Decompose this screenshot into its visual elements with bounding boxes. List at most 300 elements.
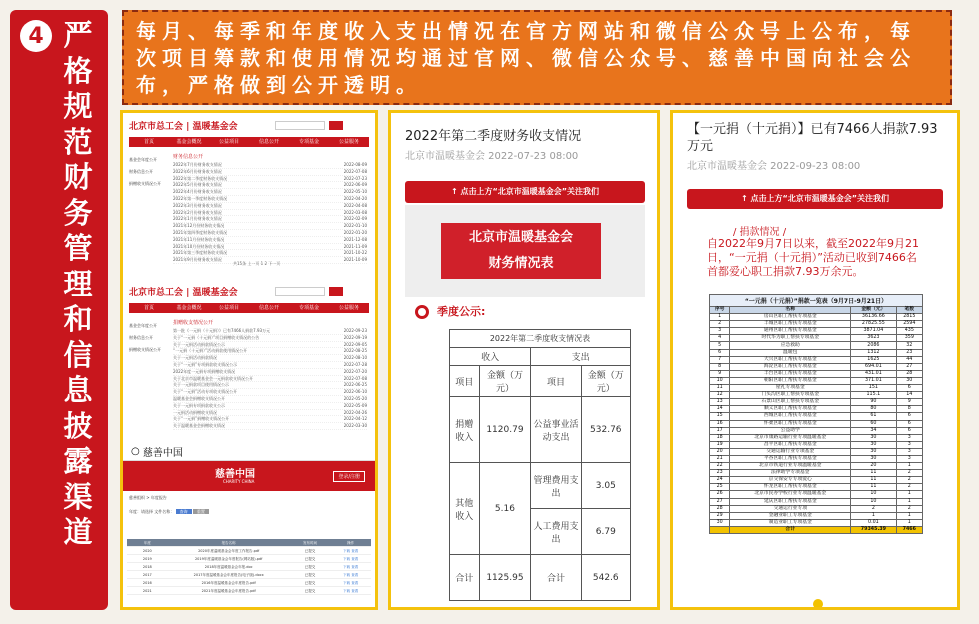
cell: 90 (851, 399, 896, 406)
list-item[interactable] (173, 335, 367, 342)
list-item-title: 2022年4月份财务收支情况 (173, 189, 222, 195)
cell: 丰城区职工帮扶专项基金 (730, 321, 851, 328)
site-left-menu (129, 323, 169, 359)
donation-list (173, 319, 367, 430)
cell: 20 (851, 463, 896, 470)
cell: 79345.39 (851, 526, 896, 533)
list-item-date: 2022-04-08 (343, 202, 367, 208)
charity-filter: 年度：请选择 文件名称： 查询 重置 (123, 505, 375, 519)
report-table (127, 539, 371, 595)
left-menu-item[interactable]: 捐赠收支情况公开 (129, 347, 161, 352)
cell: 1 (896, 498, 922, 505)
cell: 3 (896, 448, 922, 455)
cell: 1 (851, 512, 896, 519)
header-cell: 序号 (710, 307, 730, 314)
cell: 昌平区职工帮扶专项基金 (730, 441, 851, 448)
list-item-date: 2022-09-23 (343, 328, 367, 333)
table-row (127, 547, 371, 555)
table-row (127, 587, 371, 595)
cell: 3871.04 (851, 328, 896, 335)
table-row (710, 321, 923, 328)
list-item-date: 2022-09-19 (343, 334, 367, 340)
cell: 2016 (142, 581, 152, 585)
cell: 7466 (896, 526, 922, 533)
article-meta: 北京市温暖基金会 2022-09-23 08:00 (687, 161, 861, 172)
cell: 通州区职工帮扶专项基金 (730, 328, 851, 335)
cell: 1 (896, 512, 922, 519)
cell: 151 (851, 385, 896, 392)
header-cell: 年度 (143, 541, 151, 545)
table-header (127, 539, 371, 547)
list-item-title: 温暖基金会捐赠收支情况公开 (173, 395, 225, 401)
cell: 已提交 (304, 589, 316, 593)
cell: 已提交 (304, 565, 316, 569)
cell: 27 (710, 498, 730, 505)
header-cell: 报告名称 (221, 541, 236, 545)
list-item[interactable] (173, 230, 367, 237)
list-item[interactable] (173, 328, 367, 335)
site-nav (129, 137, 369, 147)
article-meta: 北京市温暖基金会 2022-07-23 08:00 (405, 151, 579, 162)
cell: 石景山区职工帮扶专项基金 (730, 399, 851, 406)
list-item-title: 2021年12月份财务收支情况 (173, 223, 225, 229)
cell: 时代华为职工帮扶专项基金 (730, 335, 851, 342)
cell: 丰台区职工帮扶专项基金 (730, 370, 851, 377)
cell: 顺义区职工帮扶专项基金 (730, 406, 851, 413)
table-row (710, 427, 923, 434)
cell: 2021年度温暖基金会年度报告.pdf (201, 589, 256, 593)
list-item-date: 2022-08-25 (343, 348, 367, 354)
cell: 12 (710, 392, 730, 399)
cell: 北京市康路运输行业专项温暖基金 (730, 434, 851, 441)
list-item-date: 2022-04-20 (343, 195, 367, 201)
table-row (710, 363, 923, 370)
cell: 22 (710, 463, 730, 470)
list-item-date: 2021-10-09 (343, 257, 367, 263)
cell: 6 (710, 349, 730, 356)
list-item-date: 2022-04-12 (343, 416, 367, 422)
donation-table: “一元捐（十元捐）”捐款一览表（9月7日-9月21日） 序号 名称 金额（元） 笔数 1 房山区职工帮扶专项基金 36136.66 2815 2 丰城区职工帮扶专项基金 27825.55 2594 3 通州区职工帮扶专项基金 3871.04 435 4 时代华为职工帮扶专项基金 3623 359 5 应急救助 2086 32 6 温暖包 1312 23 7 大兴区职工帮扶专项基金 1625 44 8 海淀区职工帮扶专项基金 694.01 27 9 丰台区职工帮扶专项基金 431.01 28 10 朝阳区职工帮扶专项基金 371.01 30 11 屋礼专项基金 151 6 12 门头沟区职工帮扶专项基金 115.1 14 13 石景山区职工帮扶专项基金 90 9 14 顺义区职工帮扶专项基金 80 8 15 西城区职工帮扶专项基金 61 6 16 怀柔区职工帮扶专项基金 60 6 17 公益助学 34 6 18 北京市康路运输行业专项温暖基金 30 3 19 昌平区职工帮扶专项基金 30 3 20 交通运输行业专项基金 30 3 21 平谷区职工帮扶专项基金 30 3 22 北京市铁道行业专项温暖基金 20 1 23 法律助学专项基金 11 2 24 京交保安专专项爱心 11 2 25 怀龙区职工帮扶专项基金 11 2 26 北京市民办学校行业专项温暖基金 10 1 27 延庆区职工帮扶专项基金 10 1 28 交通运行业专项 2 2 29 金融业职工专项基金 1 1 30 制造业职工专项基金 0.01 1 合计 79345.39 7466 (709, 294, 923, 534)
cell[interactable]: 下载 查看 (343, 565, 359, 569)
list-item-title: 2022年3月份财务收支情况 (173, 202, 222, 208)
list-item-title: 2022年7月份财务收支情况 (173, 162, 222, 167)
table-row (710, 463, 923, 470)
left-menu-item[interactable]: 基金会年度公开 (129, 323, 157, 328)
header-cell: 名称 (730, 307, 851, 314)
list-item[interactable] (173, 223, 367, 230)
cell: 1 (710, 314, 730, 321)
table-row (710, 491, 923, 498)
cell: 2019 (142, 557, 152, 561)
cell: 2 (851, 505, 896, 512)
cell[interactable]: 下载 查看 (343, 581, 359, 585)
section-label: 季度公示: (437, 305, 486, 318)
cell: 温暖包 (730, 349, 851, 356)
section-sidebar (10, 10, 108, 610)
table-row (710, 328, 923, 335)
list-item[interactable] (173, 169, 367, 176)
cell: 20 (710, 448, 730, 455)
list-item-title: 关于一元捐专项捐款收支公示 (173, 402, 225, 408)
query-button[interactable]: 查询 (176, 509, 192, 514)
cell: 2 (896, 505, 922, 512)
quarterly-table: 2022年第二季度收支情况表 收入 支出 项目 金额（万元） 项目 金额（万元） 捐赠收入 1120.79 公益事业活动支出 532.76 其他收入 5.16 管理费用支出 3.05 人工费用支出 6.79 合计 1125.95 合计 542.6 (449, 329, 631, 601)
list-item-title: 关于温暖基金会捐赠收支情况 (173, 423, 225, 429)
table-row (710, 519, 923, 526)
list-item-date: 2022-09-05 (343, 341, 367, 347)
list-item-title: 2022年2月份财务收支情况 (173, 209, 222, 215)
list-item-date: 2022-01-20 (343, 229, 367, 235)
list-item-title: 关于“一元捐（十元捐）”项目捐赠收支情况的公告 (173, 334, 260, 340)
table-row (710, 335, 923, 342)
list-item-date: 2022-05-20 (343, 395, 367, 401)
table-row (710, 385, 923, 392)
cell: 115.1 (851, 392, 896, 399)
cell: 2018年度温暖基金会年报.doc (204, 565, 253, 569)
left-menu-item[interactable]: 捐赠收支情况公开 (129, 181, 161, 186)
section-title: 严格规范财务管理和信息披露渠道 (63, 18, 93, 549)
table-row (710, 377, 923, 384)
cell: 3 (896, 441, 922, 448)
cell: 28 (710, 505, 730, 512)
list-item[interactable] (173, 423, 367, 430)
table-row (127, 579, 371, 587)
cell: 2815 (896, 314, 922, 321)
nav-item[interactable]: 公益项目 (218, 139, 239, 145)
list-item[interactable] (173, 389, 367, 396)
charity-china-page (123, 443, 375, 610)
cell: 11 (710, 385, 730, 392)
nav-item[interactable]: 首页 (143, 305, 154, 311)
table-row (710, 420, 923, 427)
cell: 延庆区职工帮扶专项基金 (730, 498, 851, 505)
table-row (710, 484, 923, 491)
article-title: 【一元捐（十元捐）】已有7466人捐款7.93万元 (687, 122, 938, 154)
cell: 2594 (896, 321, 922, 328)
site-search-button[interactable] (329, 121, 343, 130)
site-logo: 北京市总工会 | 温暖基金会 (129, 122, 238, 132)
website-donation-page (123, 279, 375, 459)
donate-text: 自2022年9月7日以来，截至2022年9月21日，“一元捐（十元捐）”活动已收到7466名首都爱心职工捐款7.93万余元。 (707, 237, 919, 278)
follow-button[interactable]: ↑ 点击上方“北京市温暖基金会”关注我们 (687, 189, 943, 209)
list-item-date: 2022-05-09 (343, 402, 367, 408)
login-button[interactable]: 登录/注册 (333, 471, 365, 482)
cell: 27825.55 (851, 321, 896, 328)
cell: 30 (896, 377, 922, 384)
list-item[interactable] (173, 196, 367, 203)
cell: 合计 (730, 526, 851, 533)
list-item-title: 关于一元捐活动捐款情况 (173, 355, 217, 361)
table-row (710, 349, 923, 356)
follow-button[interactable]: ↑ 点击上方“北京市温暖基金会”关注我们 (405, 181, 645, 203)
cell[interactable]: 下载 查看 (343, 549, 359, 553)
cell: 24 (710, 477, 730, 484)
section-number: 4 (20, 20, 52, 52)
cell: 6 (896, 413, 922, 420)
cell: 朝阳区职工帮扶专项基金 (730, 377, 851, 384)
site-search-input[interactable] (275, 121, 325, 130)
list-item[interactable] (173, 403, 367, 410)
cell: 已提交 (304, 581, 316, 585)
nav-item[interactable]: 信息公开 (258, 305, 279, 311)
list-item[interactable] (173, 396, 367, 403)
table-row (710, 399, 923, 406)
cell: 0.01 (851, 519, 896, 526)
table-row (710, 356, 923, 363)
cell[interactable]: 下载 查看 (343, 589, 359, 593)
cell: 60 (851, 420, 896, 427)
reset-button[interactable]: 重置 (193, 509, 209, 514)
cell: 13 (710, 399, 730, 406)
table-row (710, 314, 923, 321)
nav-item[interactable]: 信息公开 (258, 139, 279, 145)
cell: 6 (896, 420, 922, 427)
list-item-date: 2022-07-20 (343, 368, 367, 374)
cell: 32 (896, 342, 922, 349)
cell: 694.01 (851, 363, 896, 370)
cell: 3 (710, 328, 730, 335)
cell: 大兴区职工帮扶专项基金 (730, 356, 851, 363)
cell: 法律助学专项基金 (730, 470, 851, 477)
cell: 80 (851, 406, 896, 413)
list-item[interactable] (173, 203, 367, 210)
cell: 4 (710, 335, 730, 342)
cell: 海淀区职工帮扶专项基金 (730, 363, 851, 370)
cell: 431.01 (851, 370, 896, 377)
cell: 已提交 (304, 557, 316, 561)
list-item-title: 2021年11月份财务收支情况 (173, 236, 225, 242)
cell: 61 (851, 413, 896, 420)
cell: 18 (710, 434, 730, 441)
cell: 14 (710, 406, 730, 413)
cell: 2021 (142, 589, 152, 593)
nav-item[interactable]: 公益项目 (218, 305, 239, 311)
list-item-title: 关于北京市温暖基金会一元捐款收支情况公开 (173, 375, 253, 381)
donate-heading: / 捐款情况 / (733, 227, 787, 238)
cell: 8 (710, 363, 730, 370)
list-item-date: 2022-07-23 (343, 175, 367, 181)
cell: 2016年度温暖基金会年度报告.pdf (201, 581, 256, 585)
cell: 15 (710, 413, 730, 420)
nav-item[interactable]: 首页 (143, 139, 154, 145)
cell: 30 (710, 519, 730, 526)
section-icon (415, 305, 429, 319)
site-left-menu (129, 157, 169, 193)
banner-text: 每月、每季和年度收入支出情况在官方网站和微信公众号上公布，每次项目筹款和使用情况均通过官网、微信公众号、慈善中国向社会公布，严格做到公开透明。 (136, 19, 916, 97)
cell: 1 (896, 463, 922, 470)
cell: 房山区职工帮扶专项基金 (730, 314, 851, 321)
list-item-title: 关于“一元捐”活动专项收支情况公开 (173, 389, 238, 395)
cell: 371.01 (851, 377, 896, 384)
cell: 2020年度温暖基金会年度工作报告.pdf (198, 549, 260, 553)
search-icon: ○ (131, 446, 143, 457)
left-menu-item[interactable]: 基金会年度公开 (129, 157, 157, 162)
cell: 屋礼专项基金 (730, 385, 851, 392)
list-item[interactable] (173, 162, 367, 169)
cell: 交通运行业专项 (730, 505, 851, 512)
site-logo: 北京市总工会 | 温暖基金会 (129, 288, 238, 298)
cell: 19 (710, 441, 730, 448)
cell: 5 (710, 342, 730, 349)
list-item-date: 2021-12-08 (343, 236, 367, 242)
cell: 3623 (851, 335, 896, 342)
list-item-title: 2022年第二季度财务收支情况 (173, 175, 228, 181)
cell: 6 (896, 427, 922, 434)
left-menu-item[interactable]: 财务信息公开 (129, 335, 153, 340)
list-item-title: 关于“一元捐”捐赠收支情况公开 (173, 416, 230, 422)
cell: 已提交 (304, 573, 316, 577)
cell: 2 (896, 470, 922, 477)
nav-item[interactable]: 基金会概况 (176, 305, 202, 311)
cell: 10 (851, 498, 896, 505)
cell: 34 (851, 427, 896, 434)
cell: 2 (896, 477, 922, 484)
cell: 7 (710, 356, 730, 363)
header-cell: 操作 (347, 541, 355, 545)
ribbon: 北京市温暖基金会 财务情况表 (441, 223, 601, 279)
header-cell: 笔数 (896, 307, 922, 314)
table-row (710, 392, 923, 399)
list-item-date: 2022-07-08 (343, 168, 367, 174)
table-row (127, 571, 371, 579)
cell: 1 (896, 519, 922, 526)
header-cell: 金额（元） (851, 307, 896, 314)
list-item-date: 2022-06-10 (343, 389, 367, 395)
table-row (710, 498, 923, 505)
list-item-date: 2022-03-30 (343, 423, 367, 429)
list-item-date: 2022-05-10 (343, 189, 367, 195)
cell[interactable]: 下载 查看 (343, 557, 359, 561)
cell: 11 (851, 484, 896, 491)
cell: 制造业职工专项基金 (730, 519, 851, 526)
list-item-date: 2022-08-10 (343, 355, 367, 361)
cell: 2 (896, 484, 922, 491)
cell: 435 (896, 328, 922, 335)
cell: 11 (851, 470, 896, 477)
cell: 北京市铁道行业专项温暖基金 (730, 463, 851, 470)
nav-item[interactable]: 专项基金 (298, 139, 319, 145)
list-item-title: 一元捐活动捐赠收支情况 (173, 409, 217, 415)
pagination[interactable]: 共15条 上一页 1 2 下一页 (233, 261, 281, 266)
charity-breadcrumb: 慈善组织 > 年度报告 (129, 495, 167, 500)
table-row (127, 555, 371, 563)
list-item-title: 2021年第三季度财务收支情况 (173, 250, 228, 256)
cell: 16 (710, 420, 730, 427)
finance-list (173, 153, 367, 264)
cell: 30 (851, 434, 896, 441)
table-row (127, 563, 371, 571)
cell: 门头沟区职工帮扶专项基金 (730, 392, 851, 399)
list-item-title: 2022年5月份财务收支情况 (173, 182, 222, 188)
cell: 北京市民办学校行业专项温暖基金 (730, 491, 851, 498)
cell: 公益助学 (730, 427, 851, 434)
cell: 27 (896, 363, 922, 370)
cell: 应急救助 (730, 342, 851, 349)
cell: 30 (851, 455, 896, 462)
left-menu-item[interactable]: 财务信息公开 (129, 169, 153, 174)
list-title: 财务信息公开 (173, 154, 204, 160)
list-item-date: 2022-07-08 (343, 375, 367, 381)
cell[interactable]: 下载 查看 (343, 573, 359, 577)
charity-search-bar[interactable]: ○ 慈善中国 (123, 443, 375, 461)
list-item-title: 关于一元捐款项目使用情况公示 (173, 382, 229, 388)
website-finance-page (123, 113, 375, 271)
list-item-title: 2021年10月份财务收支情况 (173, 243, 225, 249)
list-item[interactable] (173, 369, 367, 376)
cell: 25 (710, 484, 730, 491)
cell: 2 (710, 321, 730, 328)
list-item-date: 2022-04-26 (343, 409, 367, 415)
cell: 11 (851, 477, 896, 484)
site-search-input[interactable] (275, 287, 325, 296)
cell: 9 (896, 399, 922, 406)
nav-item[interactable]: 基金会概况 (176, 139, 202, 145)
cell: 17 (710, 427, 730, 434)
cell: 359 (896, 335, 922, 342)
list-item-date: 2022-06-25 (343, 382, 367, 388)
website-panel (120, 110, 378, 610)
nav-item[interactable]: 公益服务 (338, 305, 359, 311)
table-row (710, 455, 923, 462)
site-nav (129, 303, 369, 313)
cell: 10 (851, 491, 896, 498)
cell: 26 (710, 491, 730, 498)
coin-icon (813, 599, 823, 609)
list-item[interactable] (173, 355, 367, 362)
list-item-title: 2021年9月份财务收支情况 (173, 257, 222, 263)
list-item-title: 2022年度一元捐专项捐赠收支情况 (173, 368, 236, 374)
list-item[interactable] (173, 362, 367, 369)
cell: 2018 (142, 565, 152, 569)
nav-item[interactable]: 专项基金 (298, 305, 319, 311)
charity-logo-sub: CHARITY CHINA (223, 479, 255, 484)
cell: 1312 (851, 349, 896, 356)
list-item-date: 2021-10-22 (343, 250, 367, 256)
summary-banner (122, 10, 952, 105)
donation-article (670, 110, 960, 610)
table-row (710, 505, 923, 512)
site-search-button[interactable] (329, 287, 343, 296)
list-item-title: 2022年1月份财务收支情况 (173, 216, 222, 222)
list-item[interactable] (173, 189, 367, 196)
cell: 44 (896, 356, 922, 363)
table-row (710, 406, 923, 413)
cell: 已提交 (304, 549, 316, 553)
table-row (710, 441, 923, 448)
cell: 平谷区职工帮扶专项基金 (730, 455, 851, 462)
cell: 3 (896, 434, 922, 441)
cell: 23 (896, 349, 922, 356)
charity-header (123, 461, 375, 491)
total-row (710, 526, 923, 533)
cell (710, 526, 730, 533)
cell: 怀龙区职工帮扶专项基金 (730, 484, 851, 491)
article-title: 2022年第二季度财务收支情况 (405, 129, 582, 144)
list-item[interactable] (173, 237, 367, 244)
table-row (710, 470, 923, 477)
cell: 2017年度温暖基金会年度报告(电子版).docx (193, 573, 264, 577)
header-cell: 发布时间 (303, 541, 317, 545)
cell: 2019年度温暖基金会年度报告(网站版).pdf (194, 557, 263, 561)
cell: 交通运输行业专项基金 (730, 448, 851, 455)
cell: 京交保安专专项爱心 (730, 477, 851, 484)
list-item-title: “一元捐（十元捐）”活动捐款使用情况公开 (173, 348, 248, 354)
cell: 金融业职工专项基金 (730, 512, 851, 519)
nav-item[interactable]: 公益服务 (338, 139, 359, 145)
list-item-title: 关于一元捐活动捐款情况公示 (173, 341, 225, 347)
table-row (710, 512, 923, 519)
list-item-date: 2022-06-09 (343, 182, 367, 188)
